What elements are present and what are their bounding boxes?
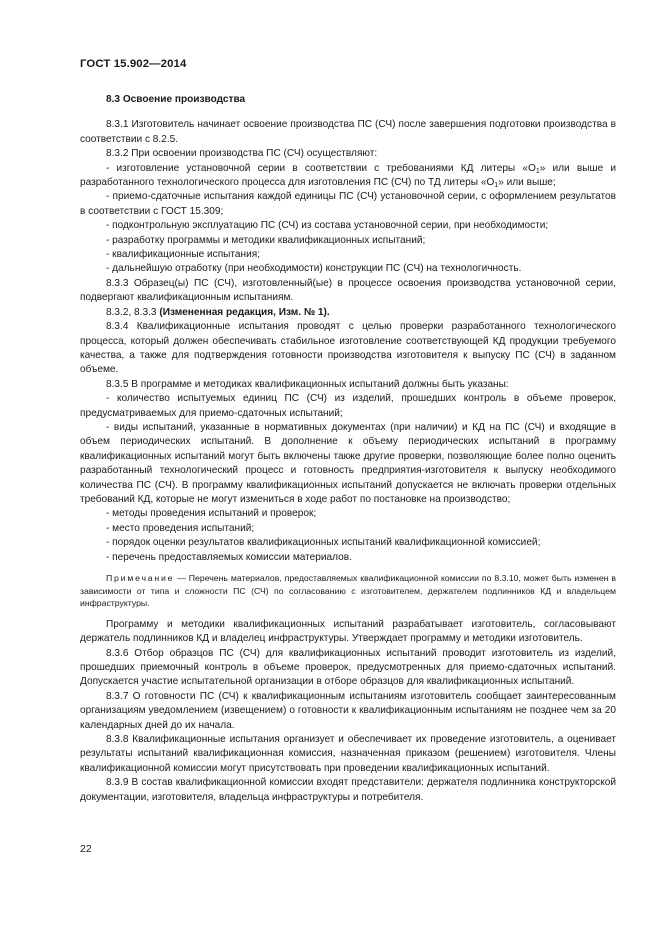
amendment-label: (Измененная редакция, Изм. № 1). bbox=[159, 306, 330, 318]
paragraph-8-3-2: 8.3.2 При освоении производства ПС (СЧ) осуществляют: bbox=[106, 148, 378, 160]
list-item-manufacturability: - дальнейшую отработку (при необходимости) конструкции ПС (СЧ) на технологичность. bbox=[106, 263, 522, 275]
list-item-quantity: - количество испытуемых единиц ПС (СЧ) из изделий, прошедших контроль в объеме проверок, предусматриваемых для приемо-сдаточных испытаний; bbox=[80, 393, 616, 419]
list-item-acceptance-tests: - приемо-сдаточные испытания каждой единицы ПС (СЧ) установочной серии, с оформлением результатов в соответствии с ГОСТ 15.309; bbox=[80, 191, 616, 217]
paragraph-8-3-6: 8.3.6 Отбор образцов ПС (СЧ) для квалификационных испытаний проводит изготовитель из изделий, прошедших приемочный контроль в объеме проверок, предусмотренных для приемо-сдаточных испытаний. Допускается участие испытательной организации в отборе образцов для квалификационных испытаний. bbox=[80, 647, 616, 688]
note-text: — Перечень материалов, предоставляемых квалификационной комиссии по 8.3.10, может быть изменен в зависимости от типа и сложности ПС (СЧ) по согласованию с изготовителем, держателем подлинников КД и владельцем инфраструктуры. bbox=[80, 573, 616, 609]
document-header: ГОСТ 15.902—2014 bbox=[80, 58, 187, 70]
list-item-test-types: - виды испытаний, указанные в нормативных документах (при наличии) и КД на ПС (СЧ) и входящие в объем периодических испытаний. В дополнение к объему периодических испытаний в программу квалификационных испытаний могут быть включены также другие проверки, позволяющие более полно оценить разработанный технологический процесс и готовность предприятия-изготовителя к выпуску необходимого количества ПС (СЧ). В программу квалификационных испытаний допускается не включать проверки отдельных требований КД, которые не могут измениться в ходе работ по постановке на производство; bbox=[80, 421, 616, 505]
paragraph-8-3-1: 8.3.1 Изготовитель начинает освоение производства ПС (СЧ) после завершения подготовки производства в соответствии с 8.2.5. bbox=[80, 119, 616, 145]
list-item-qualification-tests: - квалификационные испытания; bbox=[106, 249, 261, 261]
list-item-materials: - перечень предоставляемых комиссии материалов. bbox=[106, 551, 352, 563]
list-item-controlled-operation: - подконтрольную эксплуатацию ПС (СЧ) из состава установочной серии, при необходимости; bbox=[106, 220, 549, 232]
text-fragment: - изготовление установочной серии в соответствии с требованиями КД литеры «О bbox=[106, 162, 536, 174]
amendment-note bbox=[80, 306, 616, 320]
list-item-methods: - методы проведения испытаний и проверок; bbox=[106, 508, 317, 520]
text-fragment: 8.3.2, 8.3.3 bbox=[106, 306, 160, 318]
list-item-installation-series bbox=[80, 162, 616, 191]
note bbox=[80, 572, 616, 610]
list-item-location: - место проведения испытаний; bbox=[106, 522, 255, 534]
paragraph-8-3-3: 8.3.3 Образец(ы) ПС (СЧ), изготовленный(ые) в процессе освоения производства установочной серии, подвергают квалификационным испытаниям. bbox=[80, 277, 616, 304]
subscript: 1 bbox=[535, 167, 540, 175]
text-fragment: » или выше и разработанного технологического процесса для изготовления ПС (СЧ) по ТД литеры «О bbox=[80, 162, 616, 189]
paragraph-8-3-7: 8.3.7 О готовности ПС (СЧ) к квалификационным испытаниям изготовитель сообщает заинтересованным организациям уведомлением (извещением) о готовности к квалификационным испытаниям не позднее чем за 20 календарных дней до их начала. bbox=[80, 690, 616, 731]
subscript: 1 bbox=[494, 182, 499, 190]
paragraph-program-approval: Программу и методики квалификационных испытаний разрабатывает изготовитель, согласовывают держатель подлинников КД и владелец инфраструктуры. Утверждает программу и методики изготовитель. bbox=[80, 618, 616, 645]
paragraph-8-3-4: 8.3.4 Квалификационные испытания проводят с целью проверки разработанного технологического процесса, который должен обеспечивать стабильное изготовление соответствующей КД продукции требуемого качества, а также для подтверждения готовности производства изготовителя к выпуску ПС (СЧ) в заданном объеме. bbox=[80, 321, 616, 376]
paragraph-8-3-9: 8.3.9 В состав квалификационной комиссии входят представители: держателя подлинника конструкторской документации, изготовителя, владельца инфраструктуры и потребителя. bbox=[80, 777, 616, 803]
page-content bbox=[80, 93, 616, 805]
list-item-evaluation: - порядок оценки результатов квалификационных испытаний квалификационной комиссией; bbox=[106, 537, 541, 549]
text-fragment: » или выше; bbox=[498, 177, 556, 189]
page-number: 22 bbox=[80, 843, 92, 855]
paragraph-8-3-8: 8.3.8 Квалификационные испытания организует и обеспечивает их проведение изготовитель, а оценивает результаты испытаний квалификационная комиссия, назначенная приказом (решением) изготовителя. Члены квалификационной комиссии могут присутствовать при проведении квалификационных испытаний. bbox=[80, 734, 616, 774]
paragraph-8-3-5: 8.3.5 В программе и методиках квалификационных испытаний должны быть указаны: bbox=[106, 378, 509, 390]
list-item-program-development: - разработку программы и методики квалификационных испытаний; bbox=[106, 234, 426, 246]
note-label: Примечание bbox=[106, 573, 175, 583]
section-title: 8.3 Освоение производства bbox=[106, 94, 246, 105]
